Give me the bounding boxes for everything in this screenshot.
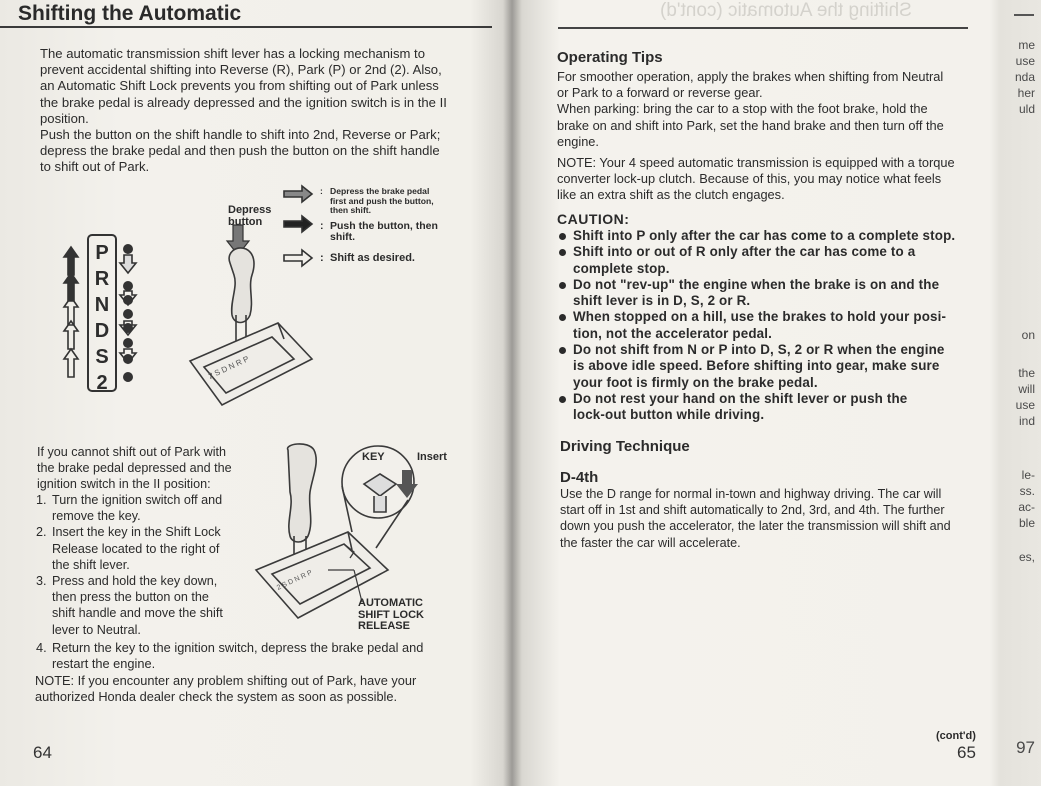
edge-fragment: me (1018, 38, 1035, 52)
step-2: 2. Insert the key in the Shift Lock Release located to the right of the shift lever. (36, 525, 221, 572)
left-page (0, 0, 500, 786)
caution-item: Do not shift from N or P into D, S, 2 or R when the engine is above idle speed. Before shifting into gear, make sure your foot is firmly on the brake pedal. (557, 342, 985, 391)
driving-technique-heading: Driving Technique (560, 438, 690, 455)
edge-fragment: her (1017, 86, 1035, 100)
operating-tips-heading: Operating Tips (557, 49, 663, 66)
ghost-header: Shifting the Automatic (cont'd) (660, 0, 912, 21)
legend-arrows-icon (284, 186, 312, 266)
shift-lock-illustration (248, 440, 463, 635)
gear-p: P (95, 242, 109, 264)
page-number-right: 65 (957, 743, 976, 762)
edge-fragment: es, (1018, 550, 1035, 564)
gear-n: N (94, 294, 110, 316)
header-rule (558, 27, 968, 29)
page-number-left: 64 (33, 743, 52, 762)
edge-fragment: use (1015, 398, 1035, 412)
tips-para-2: When parking: bring the car to a stop with the foot brake, hold the brake on and shift into Park, set the hand brake and then turn off the engine. (557, 101, 944, 149)
gear-s: S (95, 346, 109, 368)
edge-fragment: le- (1021, 468, 1035, 482)
edge-fragment: ind (1018, 414, 1035, 428)
edge-fragment: on (1021, 328, 1035, 342)
step-3: 3. Press and hold the key down, then press the button on the shift handle and move the shift lever to Neutral. (36, 574, 223, 637)
legend-item-shift: : Shift as desired. (320, 251, 415, 264)
title-rule (0, 26, 492, 28)
page-title: Shifting the Automatic (18, 2, 242, 25)
gate-arrows-left-icon (64, 247, 78, 377)
edge-rule (1014, 14, 1034, 16)
adjacent-page-edge (1000, 0, 1041, 786)
edge-fragment: ble (1018, 516, 1035, 530)
edge-fragment: 97 (1016, 738, 1035, 757)
page-title-bar (0, 0, 500, 28)
insert-label: Insert (417, 451, 447, 463)
d4-text: Use the D range for normal in-town and highway driving. The car will start off in 1st and shift automatically to 2nd, 3rd, and 4th. The further down you push the accelerator, the later the transmission will shift and the faster the car will accelerate. (560, 487, 951, 550)
shift-lock-note: NOTE: If you encounter any problem shifting out of Park, have your authorized Honda dealer check the system as soon as possible. (35, 673, 417, 705)
svg-text:2 S D N R P: 2 S D N R P (275, 569, 314, 592)
shift-pattern-diagram (40, 183, 470, 423)
caution-item: Shift into or out of R only after the car has come to a complete stop. (557, 244, 985, 277)
caution-item: When stopped on a hill, use the brakes to hold your posi- tion, not the accelerator pedal. (557, 309, 985, 342)
shift-lock-intro: If you cannot shift out of Park with the brake pedal depressed and the ignition switch in the II position: (37, 445, 232, 492)
gear-2: 2 (96, 372, 108, 394)
shift-lever-drawing (190, 248, 312, 405)
depress-button-label: Depress button (228, 204, 272, 228)
gear-r: R (94, 268, 110, 290)
shift-lock-graphic (248, 440, 463, 635)
legend-item-brake: : Depress the brake pedal first and push the button, then shift. (320, 186, 434, 216)
legend (320, 187, 470, 264)
gear-letters (95, 242, 110, 394)
gear-d: D (94, 320, 110, 342)
shift-lock-steps (36, 492, 276, 638)
edge-fragment: will (1018, 382, 1035, 396)
caution-heading: CAUTION: (557, 211, 630, 227)
edge-fragment: the (1018, 366, 1035, 380)
caution-item: Do not rest your hand on the shift lever or push the lock-out button while driving. (557, 391, 985, 424)
right-page (520, 0, 990, 786)
caution-item: Shift into P only after the car has come to a complete stop. (557, 228, 985, 244)
operating-tips (557, 49, 982, 204)
edge-fragment: nda (1014, 70, 1035, 84)
lever-handle (288, 444, 317, 542)
caution-box (557, 211, 985, 424)
tips-para-1: For smoother operation, apply the brakes when shifting from Neutral or Park to a forward or reverse gear. (557, 69, 944, 101)
key-label: KEY (362, 451, 385, 463)
edge-fragment: ss. (1019, 484, 1035, 498)
caution-list (557, 228, 985, 424)
release-label: AUTOMATIC SHIFT LOCK RELEASE (358, 597, 424, 632)
driving-technique (560, 438, 985, 551)
caution-item: Do not "rev-up" the engine when the brake is on and the shift lever is in D, S, 2 or R. (557, 277, 985, 310)
edge-fragment: uld (1018, 102, 1035, 116)
tips-note: NOTE: Your 4 speed automatic transmission is equipped with a torque converter lock-up clutch. Because of this, you may notice what feels like an extra shift as the clutch engages. (557, 155, 955, 203)
svg-text:2 S D N R P: 2 S D N R P (207, 354, 251, 381)
step-1: 1. Turn the ignition switch off and remove the key. (36, 493, 223, 524)
edge-fragment: ac- (1018, 500, 1035, 514)
d4-heading: D-4th (560, 469, 599, 486)
legend-item-push: : Push the button, then shift. (320, 219, 438, 244)
intro-paragraph: The automatic transmission shift lever has a locking mechanism to prevent accidental shifting into Reverse (R), Park (P) or 2nd (2). Also, an Automatic Shift Lock prevents you from shifting out of Park unless the brake pedal is already depressed and the ignition switch is in the II position. Push the button on the shift handle to shift into 2nd, Reverse or Park; depress the brake pedal and then push the button on the shift handle to shift out of Park. (40, 46, 447, 175)
step-4: 4. Return the key to the ignition switch, depress the brake pedal and restart the engine. (36, 640, 424, 672)
edge-fragment: use (1015, 54, 1035, 68)
continued-label: (cont'd) (936, 730, 976, 742)
